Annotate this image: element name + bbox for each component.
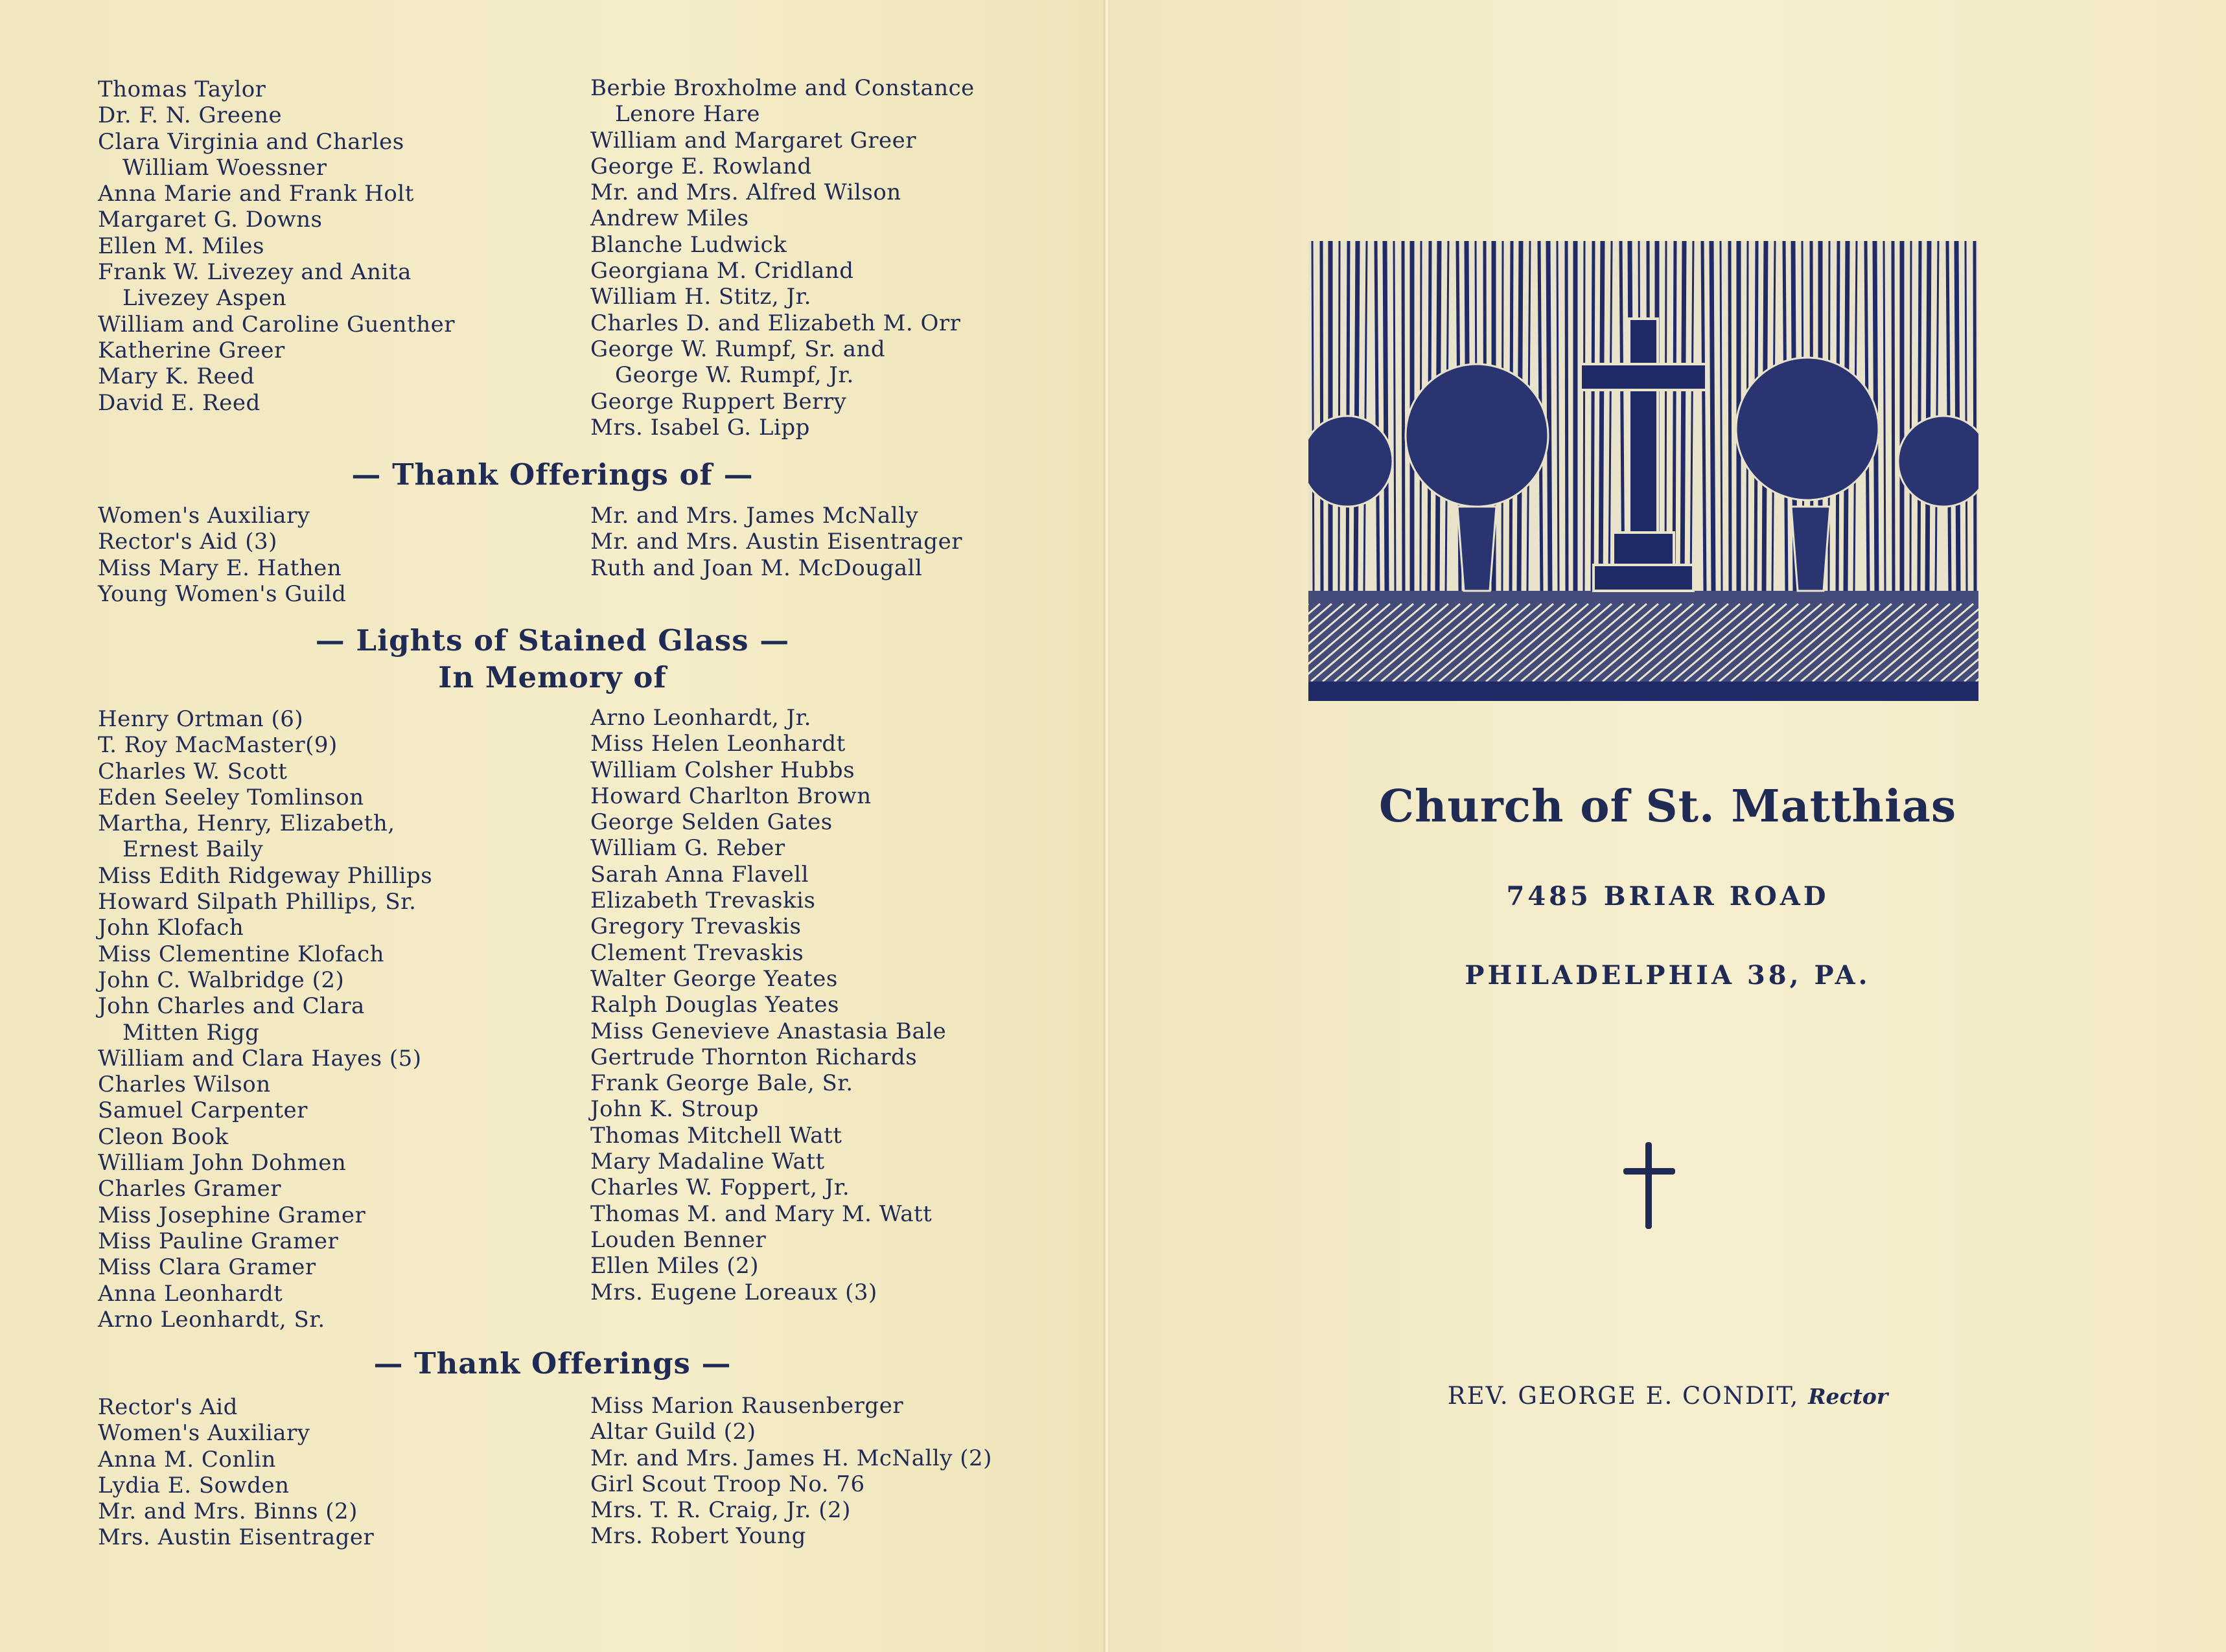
name-entry: Arno Leonhardt, Jr. (590, 705, 811, 731)
name-entry: Miss Genevieve Anastasia Bale (590, 1018, 947, 1044)
rector-title: Rector (1808, 1384, 1888, 1409)
name-entry: Mr. and Mrs. James H. McNally (2) (590, 1445, 992, 1471)
drape-stroke (1721, 241, 1722, 591)
heading-stained-glass: — Lights of Stained Glass — (315, 623, 790, 658)
name-entry: Miss Josephine Gramer (98, 1202, 366, 1228)
name-entry: Margaret G. Downs (98, 207, 323, 233)
name-entry: John C. Walbridge (2) (98, 967, 345, 993)
name-entry: Frank W. Livezey and Anita (98, 259, 412, 286)
name-entry: William G. Reber (590, 835, 785, 862)
name-entry: George Ruppert Berry (590, 388, 847, 415)
address-street: 7485 BRIAR ROAD (1506, 881, 1829, 912)
drape-stroke (1403, 241, 1404, 591)
name-entry: Mrs. T. R. Craig, Jr. (2) (590, 1497, 851, 1524)
name-entry: Miss Clara Gramer (98, 1254, 316, 1281)
offer-list-b (590, 1393, 992, 1550)
name-entry: George W. Rumpf, Jr. (615, 362, 854, 389)
drape-stroke (1893, 241, 1894, 591)
name-entry: Berbie Broxholme and Constance (590, 75, 975, 101)
left-page (0, 0, 1105, 1652)
rector-name: REV. GEORGE E. CONDIT, (1447, 1382, 1800, 1410)
name-entry: George E. Rowland (590, 153, 812, 179)
name-entry: Women's Auxiliary (98, 1420, 310, 1447)
drape-stroke (1385, 241, 1387, 591)
drape-stroke (1910, 241, 1911, 591)
name-entry: Miss Mary E. Hathen (98, 555, 342, 581)
name-entry: Mitten Rigg (122, 1019, 260, 1046)
name-entry: George Selden Gates (590, 809, 833, 836)
drape-stroke (1956, 241, 1958, 591)
name-entry: William Colsher Hubbs (590, 757, 855, 783)
drape-stroke (1711, 241, 1713, 591)
name-entry: Henry Ortman (6) (98, 706, 304, 732)
name-entry: John Charles and Clara (98, 993, 365, 1020)
name-entry: Ellen M. Miles (98, 233, 264, 259)
name-entry: Cleon Book (98, 1123, 229, 1150)
name-entry: Miss Marion Rausenberger (590, 1393, 904, 1419)
name-entry: Charles Gramer (98, 1176, 281, 1202)
name-entry: Thomas Taylor (98, 76, 266, 102)
name-entry: Miss Pauline Gramer (98, 1228, 339, 1254)
name-entry: Young Women's Guild (98, 580, 347, 607)
thank-list-b (590, 503, 962, 581)
name-entry: Ruth and Joan M. McDougall (590, 555, 923, 581)
name-entry: William John Dohmen (98, 1150, 347, 1176)
drape-stroke (1682, 241, 1684, 591)
drape-stroke (1312, 241, 1314, 591)
heading-thank-offerings: — Thank Offerings — (373, 1346, 732, 1381)
name-entry: Miss Helen Leonhardt (590, 731, 846, 757)
altar-engraving-image (1308, 241, 1978, 701)
name-entry: Sarah Anna Flavell (590, 861, 809, 888)
drape-stroke (1566, 241, 1567, 591)
name-entry: Livezey Aspen (122, 285, 287, 312)
name-entry: Charles W. Scott (98, 758, 288, 785)
name-entry: Anna Leonhardt (98, 1280, 283, 1307)
name-entry: Lenore Hare (615, 101, 761, 128)
name-entry: Blanche Ludwick (590, 231, 787, 258)
name-entry: Andrew Miles (590, 205, 749, 232)
name-entry: John K. Stroup (590, 1096, 759, 1123)
cross-icon (1623, 1142, 1675, 1229)
name-entry: Anna Marie and Frank Holt (98, 181, 414, 207)
name-entry: Georgiana M. Cridland (590, 258, 854, 284)
name-entry: Gertrude Thornton Richards (590, 1044, 918, 1070)
name-entry: Mrs. Eugene Loreaux (3) (590, 1279, 877, 1305)
rector-line (1109, 1382, 2226, 1410)
drape-stroke (1884, 241, 1885, 591)
name-entry: John Klofach (98, 915, 244, 941)
offer-list-a (98, 1394, 374, 1551)
heading-thank-offerings-of: — Thank Offerings of — (351, 457, 754, 492)
name-entry: Ellen Miles (2) (590, 1253, 759, 1279)
name-entry: Frank George Bale, Sr. (590, 1070, 853, 1097)
name-entry: Mrs. Isabel G. Lipp (590, 414, 810, 441)
name-entry: Mrs. Robert Young (590, 1523, 806, 1550)
right-page (1109, 0, 2226, 1652)
name-entry: Clement Trevaskis (590, 939, 804, 966)
name-entry: Rector's Aid (98, 1394, 238, 1420)
name-entry: Howard Charlton Brown (590, 783, 872, 809)
drape-stroke (1927, 241, 1929, 591)
name-entry: Rector's Aid (3) (98, 529, 277, 555)
name-entry: Howard Silpath Phillips, Sr. (98, 889, 417, 915)
name-entry: Walter George Yeates (590, 965, 838, 992)
name-entry: Anna M. Conlin (98, 1446, 276, 1473)
address-city: PHILADELPHIA 38, PA. (1465, 960, 1871, 991)
name-entry: Charles Wilson (98, 1072, 271, 1098)
name-entry: Elizabeth Trevaskis (590, 888, 816, 914)
drape-stroke (1321, 241, 1322, 591)
name-entry: Charles W. Foppert, Jr. (590, 1175, 850, 1201)
name-entry: Thomas Mitchell Watt (590, 1122, 842, 1149)
name-entry: Mary K. Reed (98, 363, 255, 390)
name-entry: Miss Clementine Klofach (98, 941, 385, 967)
drape-stroke (1394, 241, 1395, 591)
drape-stroke (1557, 241, 1559, 591)
donor-list-a (98, 76, 455, 416)
drape-stroke (1965, 241, 1967, 591)
name-entry: Ernest Baily (122, 836, 264, 863)
name-entry: Mary Madaline Watt (590, 1149, 825, 1175)
heading-in-memory: In Memory of (438, 660, 667, 694)
name-entry: William and Clara Hayes (5) (98, 1045, 422, 1072)
name-entry: Dr. F. N. Greene (98, 102, 283, 129)
name-entry: Miss Edith Ridgeway Phillips (98, 862, 433, 889)
name-entry: George W. Rumpf, Sr. and (590, 336, 886, 362)
name-entry: Charles D. and Elizabeth M. Orr (590, 310, 961, 336)
name-entry: Ralph Douglas Yeates (590, 992, 839, 1018)
drape-stroke (1592, 241, 1594, 591)
name-entry: Katherine Greer (98, 337, 285, 363)
name-entry: Thomas M. and Mary M. Watt (590, 1200, 933, 1227)
thank-list-a (98, 503, 346, 607)
drape-stroke (1601, 241, 1603, 591)
name-entry: Arno Leonhardt, Sr. (98, 1306, 325, 1333)
drape-stroke (1548, 241, 1550, 591)
name-entry: Louden Benner (590, 1226, 767, 1253)
name-entry: William H. Stitz, Jr. (590, 284, 811, 310)
name-entry: Mr. and Mrs. Binns (2) (98, 1498, 358, 1525)
drape-stroke (1919, 241, 1920, 591)
name-entry: Clara Virginia and Charles (98, 128, 404, 155)
name-entry: Samuel Carpenter (98, 1097, 308, 1124)
name-entry: William and Margaret Greer (590, 127, 917, 154)
name-entry: Mr. and Mrs. Austin Eisentrager (590, 529, 962, 555)
name-entry: Martha, Henry, Elizabeth, (98, 810, 395, 837)
name-entry: Mrs. Austin Eisentrager (98, 1524, 375, 1551)
name-entry: Gregory Trevaskis (590, 913, 802, 940)
memory-list-b (590, 705, 946, 1305)
name-entry: T. Roy MacMaster(9) (98, 732, 338, 759)
name-entry: Girl Scout Troop No. 76 (590, 1471, 865, 1497)
name-entry: Mr. and Mrs. James McNally (590, 503, 919, 529)
name-entry: Women's Auxiliary (98, 503, 310, 529)
name-entry: Lydia E. Sowden (98, 1472, 290, 1498)
name-entry: David E. Reed (98, 389, 261, 416)
donor-list-b (590, 75, 975, 441)
name-entry: Eden Seeley Tomlinson (98, 784, 364, 810)
memory-list-a (98, 706, 432, 1333)
church-title: Church of St. Matthias (1378, 781, 1957, 832)
name-entry: William and Caroline Guenther (98, 311, 455, 338)
name-entry: Altar Guild (2) (590, 1419, 756, 1445)
name-entry: William Woessner (122, 154, 327, 181)
name-entry: Mr. and Mrs. Alfred Wilson (590, 179, 901, 206)
